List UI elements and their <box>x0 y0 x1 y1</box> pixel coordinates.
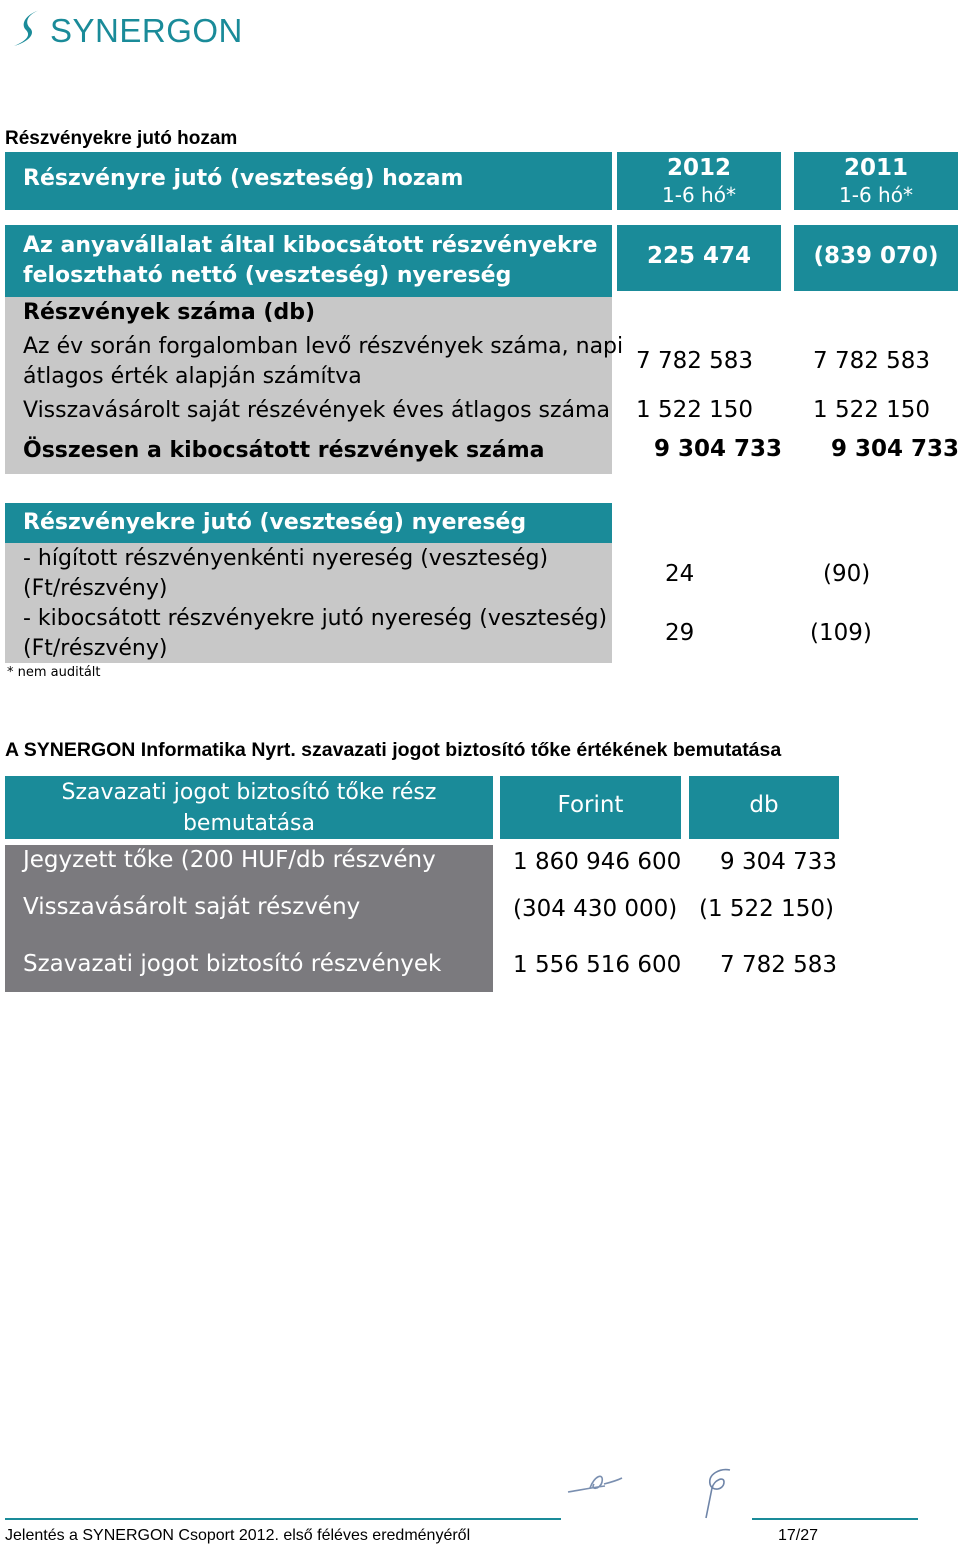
net-profit-2011: (839 070) <box>794 225 958 291</box>
footer-rule-right <box>752 1518 918 1520</box>
treasury-shares-db: (1 522 150) <box>699 896 835 922</box>
shares-outstanding-2011: 7 782 583 <box>813 348 931 374</box>
column-header-db: db <box>689 776 839 839</box>
label-line: - hígított részvényenkénti nyereség (veszteség) <box>23 546 549 571</box>
voting-capital-header <box>5 776 493 839</box>
column-header-2012 <box>617 152 781 210</box>
period-label: 1-6 hó* <box>839 183 913 207</box>
header-line: Szavazati jogot biztosító tőke rész <box>61 780 437 805</box>
section-title-voting-capital: A SYNERGON Informatika Nyrt. szavazati jogot biztosító tőke értékének bemutatása <box>5 739 782 761</box>
signature-1 <box>560 1462 640 1502</box>
label-line: - kibocsátott részvényekre jutó nyereség (veszteség) <box>23 606 608 631</box>
basic-eps-label <box>23 604 607 664</box>
label-line: (Ft/részvény) <box>23 636 168 661</box>
shares-heading: Részvények száma (db) <box>23 300 316 325</box>
treasury-shares-2011: 1 522 150 <box>813 397 931 423</box>
voting-shares-forint: 1 556 516 600 <box>513 952 682 978</box>
footer-text: Jelentés a SYNERGON Csoport 2012. első féléves eredményéről <box>5 1527 471 1544</box>
treasury-shares-forint: (304 430 000) <box>513 896 678 922</box>
total-shares-2012: 9 304 733 <box>654 436 783 462</box>
diluted-eps-2012: 24 <box>665 561 695 587</box>
period-label: 1-6 hó* <box>662 183 736 207</box>
label-line: Az anyavállalat által kibocsátott részvényekre <box>23 233 598 258</box>
section-title-eps: Részvényekre jutó hozam <box>5 128 238 149</box>
shares-outstanding-label <box>23 332 623 392</box>
subscribed-capital-db: 9 304 733 <box>720 849 838 875</box>
logo-swoosh-icon <box>10 8 50 48</box>
year-label: 2012 <box>666 155 731 181</box>
footnote: * nem auditált <box>7 665 101 680</box>
diluted-eps-label <box>23 544 548 604</box>
column-header-2011 <box>794 152 958 210</box>
label-line: felosztható nettó (veszteség) nyereség <box>23 263 512 288</box>
subscribed-capital-label: Jegyzett tőke (200 HUF/db részvény <box>23 847 436 873</box>
label-line: átlagos érték alapján számítva <box>23 364 362 389</box>
total-shares-label: Összesen a kibocsátott részvények száma <box>23 438 545 463</box>
signature-2 <box>694 1464 744 1524</box>
column-header-forint: Forint <box>500 776 681 839</box>
voting-shares-db: 7 782 583 <box>720 952 838 978</box>
header-line: bemutatása <box>182 811 316 836</box>
label-line: (Ft/részvény) <box>23 576 168 601</box>
treasury-shares-2012: 1 522 150 <box>636 397 754 423</box>
net-profit-label <box>5 225 612 297</box>
page-number: 17/27 <box>778 1527 819 1544</box>
diluted-eps-2011: (90) <box>823 561 871 587</box>
shares-outstanding-2012: 7 782 583 <box>636 348 754 374</box>
synergon-logo <box>10 8 250 48</box>
eps-table-header: Részvényre jutó (veszteség) hozam <box>5 152 612 210</box>
year-label: 2011 <box>843 155 908 181</box>
label-line: Az év során forgalomban levő részvények száma, napi <box>23 334 624 359</box>
basic-eps-2011: (109) <box>810 620 872 646</box>
total-shares-2011: 9 304 733 <box>831 436 960 462</box>
eps-detail-header: Részvényekre jutó (veszteség) nyereség <box>5 503 612 543</box>
voting-shares-label: Szavazati jogot biztosító részvények <box>23 951 442 977</box>
logo-wordmark: SYNERGON <box>50 12 243 49</box>
treasury-shares-label: Visszavásárolt saját részévények éves átlagos száma <box>23 398 610 423</box>
footer-rule-left <box>5 1518 561 1520</box>
basic-eps-2012: 29 <box>665 620 695 646</box>
net-profit-2012: 225 474 <box>617 225 781 291</box>
subscribed-capital-forint: 1 860 946 600 <box>513 849 682 875</box>
treasury-shares-row-label: Visszavásárolt saját részvény <box>23 894 361 920</box>
